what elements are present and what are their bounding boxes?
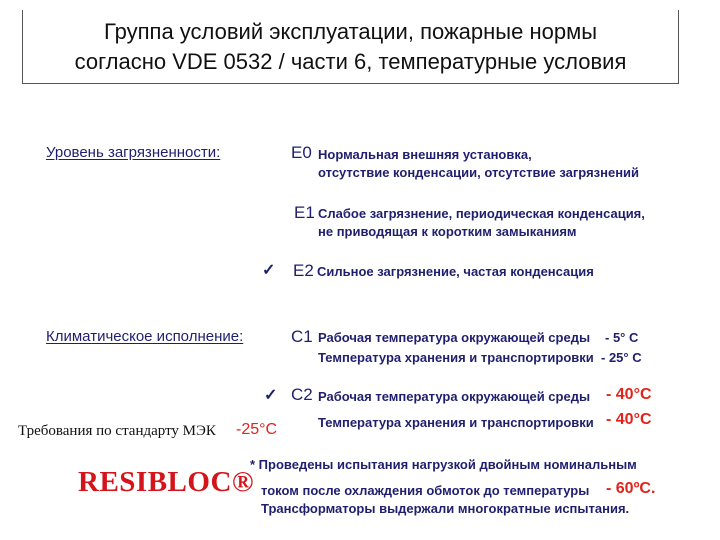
check-icon-e2: ✓ [262,262,276,279]
e2-desc-line1: Сильное загрязнение, частая конденсация [317,264,594,279]
title-line-2: согласно VDE 0532 / части 6, температурные условия [74,49,627,74]
note-line3: Трансформаторы выдержали многократные испытания. [261,501,630,516]
requirement-value: -25°C [236,421,278,438]
code-e1: E1 [294,203,315,222]
c2-value-2: - 40°C [606,411,652,428]
title-box [22,10,679,84]
climate-label: Климатическое исполнение: [46,328,244,345]
c2-desc-line1: Рабочая температура окружающей среды [318,389,591,404]
c1-desc-line2: Температура хранения и транспортировки [318,350,594,365]
c1-value-2: - 25° C [601,350,642,365]
code-c2: C2 [291,385,313,404]
c1-desc-line1: Рабочая температура окружающей среды [318,330,591,345]
code-c1: C1 [291,327,313,346]
e0-desc-line1: Нормальная внешняя установка, [318,147,532,162]
note-line2-value: - 60ºC. [606,480,656,497]
e0-desc-line2: отсутствие конденсации, отсутствие загрязнений [318,165,640,180]
note-line2: током после охлаждения обмоток до температуры [261,483,590,498]
code-e0: E0 [291,143,312,162]
note-line1: * Проведены испытания нагрузкой двойным номинальным [250,457,637,472]
brand-logo: RESIBLOC® [78,466,255,498]
c2-value-1: - 40°C [606,386,652,403]
requirement-text: Требования по стандарту МЭК [18,423,216,439]
c1-value-1: - 5° C [605,330,639,345]
title-line-1: Группа условий эксплуатации, пожарные нормы [103,19,598,44]
e1-desc-line1: Слабое загрязнение, периодическая конденсация, [318,206,645,221]
code-e2: E2 [293,261,314,280]
e1-desc-line2: не приводящая к коротким замыканиям [318,224,577,239]
check-icon-c2: ✓ [264,387,278,404]
c2-desc-line2: Температура хранения и транспортировки [318,415,594,430]
pollution-label: Уровень загрязненности: [46,144,221,161]
